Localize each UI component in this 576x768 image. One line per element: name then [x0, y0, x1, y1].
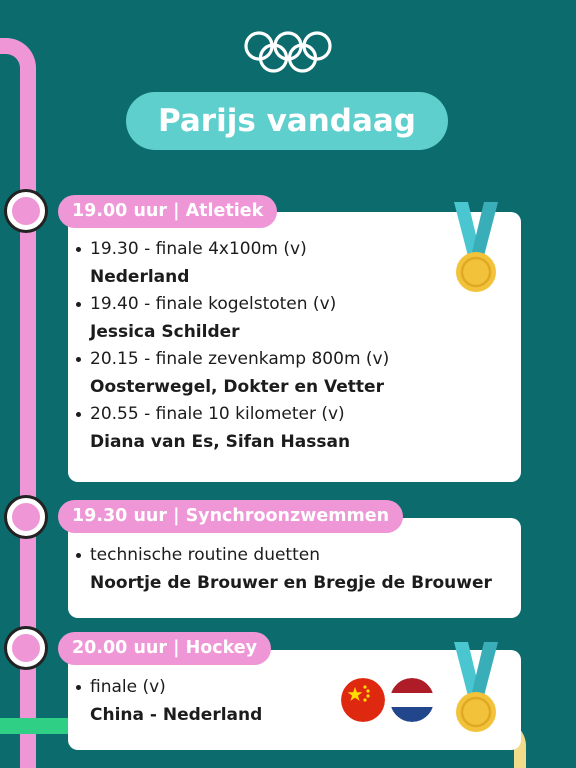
page-title-text: Parijs vandaag: [157, 103, 416, 139]
list-item: [74, 674, 515, 729]
event-participants: China - Nederland: [90, 705, 263, 725]
event-label-hockey: 20.00 uur | Hockey: [58, 632, 271, 665]
timeline-dot: [7, 629, 45, 667]
list-item: [74, 236, 515, 291]
event-label-atletiek: 19.00 uur | Atletiek: [58, 195, 277, 228]
event-list: [74, 674, 515, 729]
list-item: [74, 542, 515, 597]
china-flag-icon: [341, 678, 385, 722]
event-time: 19.30 - finale 4x100m (v): [90, 239, 307, 259]
event-list: [74, 236, 515, 456]
event-card-synchroonzwemmen: [68, 518, 521, 618]
event-time: 19.40 - finale kogelstoten (v): [90, 294, 337, 314]
event-label-synchroonzwemmen: 19.30 uur | Synchroonzwemmen: [58, 500, 403, 533]
gold-medal-icon: [450, 640, 502, 736]
olympic-rings-icon: [243, 30, 333, 74]
event-time: finale (v): [90, 677, 166, 697]
event-time: 20.55 - finale 10 kilometer (v): [90, 404, 345, 424]
list-item: [74, 291, 515, 346]
event-participants: Noortje de Brouwer en Bregje de Brouwer: [90, 573, 492, 593]
event-time: technische routine duetten: [90, 545, 320, 565]
list-item: [74, 346, 515, 401]
event-participants: Diana van Es, Sifan Hassan: [90, 432, 351, 452]
event-participants: Jessica Schilder: [90, 322, 240, 342]
event-time: 20.15 - finale zevenkamp 800m (v): [90, 349, 390, 369]
list-item: [74, 401, 515, 456]
netherlands-flag-icon: [390, 678, 434, 722]
event-list: [74, 542, 515, 597]
gold-medal-icon: [450, 200, 502, 296]
timeline-dot: [7, 498, 45, 536]
event-participants: Oosterwegel, Dokter en Vetter: [90, 377, 384, 397]
page-title: [126, 92, 448, 150]
timeline-dot: [7, 192, 45, 230]
event-participants: Nederland: [90, 267, 190, 287]
